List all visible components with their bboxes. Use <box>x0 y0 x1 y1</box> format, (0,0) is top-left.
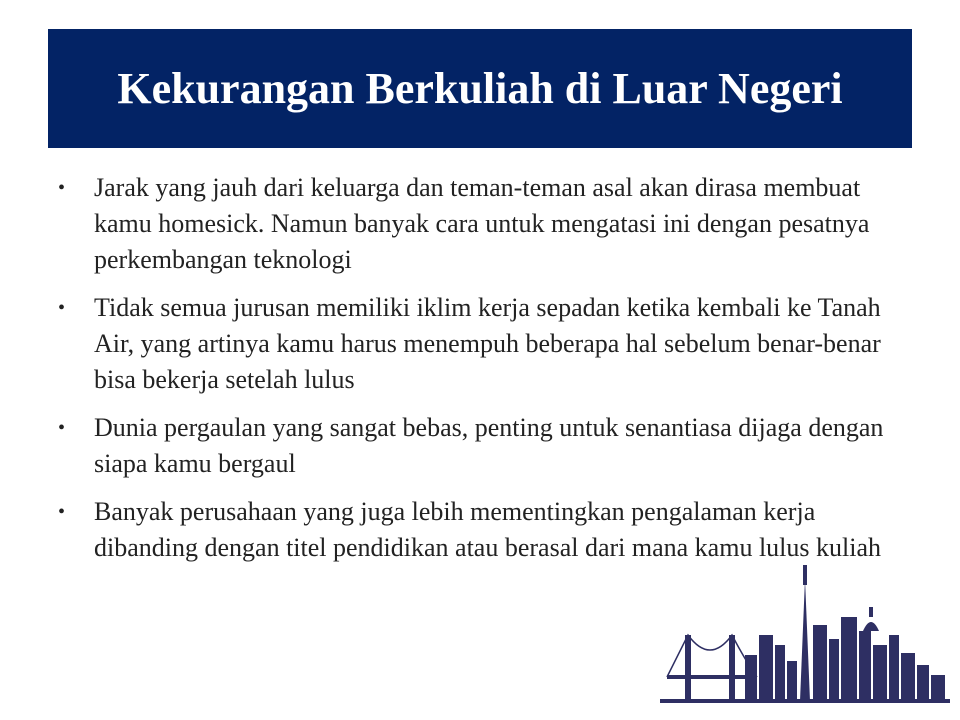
bullet-marker: • <box>58 297 66 319</box>
bullet-text: Jarak yang jauh dari keluarga dan teman-teman asal akan dirasa membuat kamu homesick. Namun banyak cara untuk mengatasi ini dengan pesatnya perkembangan teknologi <box>94 173 870 274</box>
bullet-marker: • <box>58 177 66 199</box>
bullet-item <box>58 494 908 566</box>
bullet-item <box>58 410 908 482</box>
bullet-text: Tidak semua jurusan memiliki iklim kerja sepadan ketika kembali ke Tanah Air, yang artinya kamu harus menempuh beberapa hal sebelum benar-benar bisa bekerja setelah lulus <box>94 293 881 394</box>
title-bar <box>48 29 912 148</box>
slide-title: Kekurangan Berkuliah di Luar Negeri <box>117 64 843 113</box>
bullet-marker: • <box>58 501 66 523</box>
bullet-item <box>58 290 908 398</box>
bullet-marker: • <box>58 417 66 439</box>
bullet-list <box>58 170 908 578</box>
bullet-item <box>58 170 908 278</box>
city-skyline-icon <box>655 565 955 715</box>
bullet-text: Banyak perusahaan yang juga lebih mementingkan pengalaman kerja dibanding dengan titel pendidikan atau berasal dari mana kamu lulus kuliah <box>94 497 881 562</box>
bullet-text: Dunia pergaulan yang sangat bebas, penting untuk senantiasa dijaga dengan siapa kamu bergaul <box>94 413 884 478</box>
